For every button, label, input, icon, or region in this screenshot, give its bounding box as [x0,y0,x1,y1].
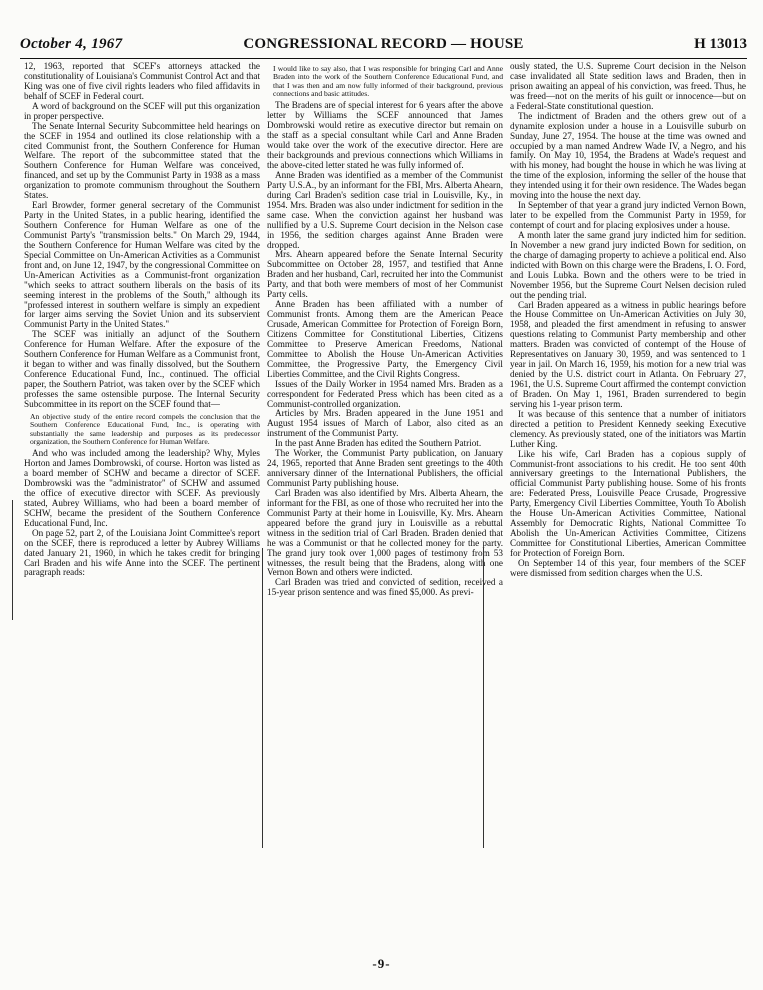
paragraph: The indictment of Braden and the others grew out of a dynamite explosion under a house in a Louisville suburb on Sunday, June 27, 1954. The house at the time was owned and occupied by a man named Andrew Wade IV, a Negro, and his family. On May 10, 1954, the Bradens at Wade's request and with his money, had bought the house in which he was living at the time of the explosion, informing the seller of the house that they intended using it for their own residence. The Wades began moving into the house the next day. [510,110,746,201]
block-quote: An objective study of the entire record compels the conclusion that the Southern Conference Educational Fund, Inc., is operating with substantially the same leadership and purposes as its predecessor organization, the Southern Conference for Human Welfare. [30,411,260,446]
paragraph: On page 52, part 2, of the Louisiana Joint Committee's report on the SCEF, there is reproduced a letter by Aubrey Williams dated January 21, 1960, in which he takes credit for bringing Carl Braden and his wife Anne into the SCEF. The pertinent paragraph reads: [24,527,260,578]
paragraph: Mrs. Ahearn appeared before the Senate Internal Security Subcommittee on October 28, 1957, and testified that Anne Braden and her husband, Carl, recruited her into the Communist Party, and that both were members of most of her Communist Party cells. [267,249,503,300]
page-header [20,36,747,56]
paragraph: Carl Braden was tried and convicted of sedition, received a 15-year prison sentence and was fined $5,000. As previ- [267,577,503,598]
paragraph: Earl Browder, former general secretary of the Communist Party in the United States, in a public hearing, identified the Southern Conference for Human Welfare as one of the Communist Party's "transmission belts." On March 29, 1944, the Southern Conference for Human Welfare was cited by the Special Committee on Un-American Activities as a Communist front and, on June 12, 1947, by the congressional Committee on Un-American Activities as a Communist-front organization "which seeks to attract southern liberals on the basis of its seeming interest in the problems of the South," although its "professed interest in southern welfare is simply an expedient for larger aims serving the Soviet Union and its subservient Communist Party in the United States." [24,200,260,330]
header-title: CONGRESSIONAL RECORD — HOUSE [243,36,524,52]
paragraph: The Worker, the Communist Party publication, on January 24, 1965, reported that Anne Braden sent greetings to the 40th anniversary dinner of the International Publishers, the official Communist Party publishing house. [267,448,503,488]
paragraph: A word of background on the SCEF will put this organization in proper perspective. [24,100,260,121]
paragraph: ously stated, the U.S. Supreme Court decision in the Nelson case invalidated all State sedition laws and Braden, then in prison awaiting an appeal of his conviction, was freed. Thus, he was freed—not on the merits of his guilt or innocence—but on a Federal-State constitutional question. [510,62,746,111]
block-quote: I would like to say also, that I was responsible for bringing Carl and Anne Braden into the work of the Southern Conference Educational Fund, and that I was then and am now fully informed of their background, previous connections and basic attitudes. [273,64,503,99]
paragraph: And who was included among the leadership? Why, Myles Horton and James Dombrowski, of course. Horton was listed as a board member of SCHW and became a director of SCEF. Dombrowski was the "administrator" of SCHW and assumed the office of executive director with SCEF. As previously stated, Aubrey Williams, who had been a board member of SCHW, became the president of the Southern Conference Educational Fund, Inc. [24,448,260,528]
paragraph: Issues of the Daily Worker in 1954 named Mrs. Braden as a correspondent for Federated Press which has been cited as a Communist-controlled organization. [267,378,503,409]
paragraph: Like his wife, Carl Braden has a copious supply of Communist-front associations to his credit. He too sent 40th anniversary greetings to the International Publishers, the official Communist Party publishing house. Some of his fronts are: Federated Press, Louisville Peace Crusade, Progressive Party, Emergency Civil Liberties Committee, Youth To Abolish the House Un-American Activities Committee, National Assembly for Democratic Rights, National Committee To Abolish the Un-American Activities Committee, Citizens Committee for Constitutional Liberties, American Committee for Protection of Foreign Born. [510,448,746,558]
page-folio: -9- [372,956,391,971]
column-2 [267,62,503,942]
paragraph: Carl Braden was also identified by Mrs. Alberta Ahearn, the informant for the FBI, as one of those who recruited her into the Communist Party at their home in Louisville, Ky. Mrs. Ahearn appeared before the grand jury in Louisville as a rebuttal witness in the sedition trial of Carl Braden. Braden denied that he was a Communist or that he collected money for the party. The grand jury took over 1,000 pages of testimony from 53 witnesses, the result being that the Bradens, along with one Vernon Bown and others were indicted. [267,487,503,578]
paragraph: The Bradens are of special interest for 6 years after the above letter by Williams the SCEF announced that James Dombrowski would retire as executive director but remain on the staff as a special consultant while Carl and Anne Braden would take over the work of the executive director. Here are their backgrounds and previous connections which Williams in the above-cited letter stated he was fully informed of. [267,100,503,170]
paragraph: Carl Braden appeared as a witness in public hearings before the House Committee on Un-American Activities on July 30, 1958, and pleaded the first amendment in refusing to answer questions relating to Communist Party membership and other matters. Braden was convicted of contempt of the House of Representatives on January 30, 1959, and was sentenced to 1 year in jail. On March 16, 1959, his motion for a new trial was denied by the U.S. district court in Atlanta. On February 27, 1961, the U.S. Supreme Court affirmed the contempt conviction of Braden. On May 1, 1961, Braden surrendered to begin serving his 1-year prison term. [510,299,746,409]
paragraph: The Senate Internal Security Subcommittee held hearings on the SCEF in 1954 and outlined its close relationship with a cited Communist front, the Southern Conference for Human Welfare. The report of the subcommittee stated that the Southern Conference for Human Welfare was conceived, financed, and set up by the Communist Party in 1938 as a mass organization to promote communism throughout the Southern States. [24,120,260,201]
paragraph: In the past Anne Braden has edited the Southern Patriot. [275,438,482,449]
paragraph: It was because of this sentence that a number of initiators directed a petition to President Kennedy seeking Executive clemency. As previously stated, one of the initiators was Martin Luther King. [510,408,746,449]
column-3 [510,62,746,942]
header-date: October 4, 1967 [20,36,123,52]
margin-mark-center-right [483,548,484,848]
paragraph: 12, 1963, reported that SCEF's attorneys attacked the constitutionality of Louisiana's Communist Control Act and that King was one of five civil rights leaders who filed affidavits in behalf of SCEF in Federal court. [24,62,260,101]
text-columns [24,62,746,942]
paragraph: A month later the same grand jury indicted him for sedition. In November a new grand jury indicted Bown for sedition, on the charge of damaging property to achieve a political end. Also indicted with Bown on this charge were the Bradens, I. O. Ford, and Louis Lubka. Bown and the others were to be tried in November 1956, but the Supreme Court Nelsen decision ruled out the pending trial. [510,229,746,300]
paragraph: Anne Braden was identified as a member of the Communist Party U.S.A., by an informant for the FBI, Mrs. Alberta Ahearn, during Carl Braden's sedition case trial in Louisville, Ky., in 1954. Mrs. Braden was also under indictment for sedition in the same case. When the conviction against her husband was nullified by a U.S. Supreme Court decision in the Nelson case in 1956, the sedition charges against Anne Braden were dropped. [267,169,503,250]
paragraph: Anne Braden has been affiliated with a number of Communist fronts. Among them are the American Peace Crusade, American Committee for Protection of Foreign Born, Citizens Committee for Constitutional Liberties, Citizens Committee to Preserve American Freedoms, National Committee to Abolish the House Un-American Activities Committee, the Progressive Party, the Emergency Civil Liberties Committee, and the Civil Rights Congress. [267,299,503,379]
paragraph: Articles by Mrs. Braden appeared in the June 1951 and August 1954 issues of March of Labor, also cited as an instrument of the Communist Party. [267,408,503,439]
paragraph: In September of that year a grand jury indicted Vernon Bown, later to be expelled from the Communist Party in 1959, for contempt of court and for placing explosives under a house. [510,200,746,230]
paragraph: The SCEF was initially an adjunct of the Southern Conference for Human Welfare. After the exposure of the Southern Conference for Human Welfare as a Communist front, it began to wither and was finally dissolved, but the Southern Conference Educational Fund, Inc., continued. The official paper, the Southern Patriot, was taken over by the SCEF which professes the same ostensible purpose. The Internal Security Subcommittee in its report on the SCEF found that— [24,329,260,409]
header-page-number: H 13013 [694,36,747,52]
header-rule [20,58,747,59]
paragraph: On September 14 of this year, four members of the SCEF were dismissed from sedition charges when the U.S. [510,557,746,578]
column-1 [24,62,260,942]
margin-mark-left [12,500,13,620]
margin-mark-center [262,548,263,848]
